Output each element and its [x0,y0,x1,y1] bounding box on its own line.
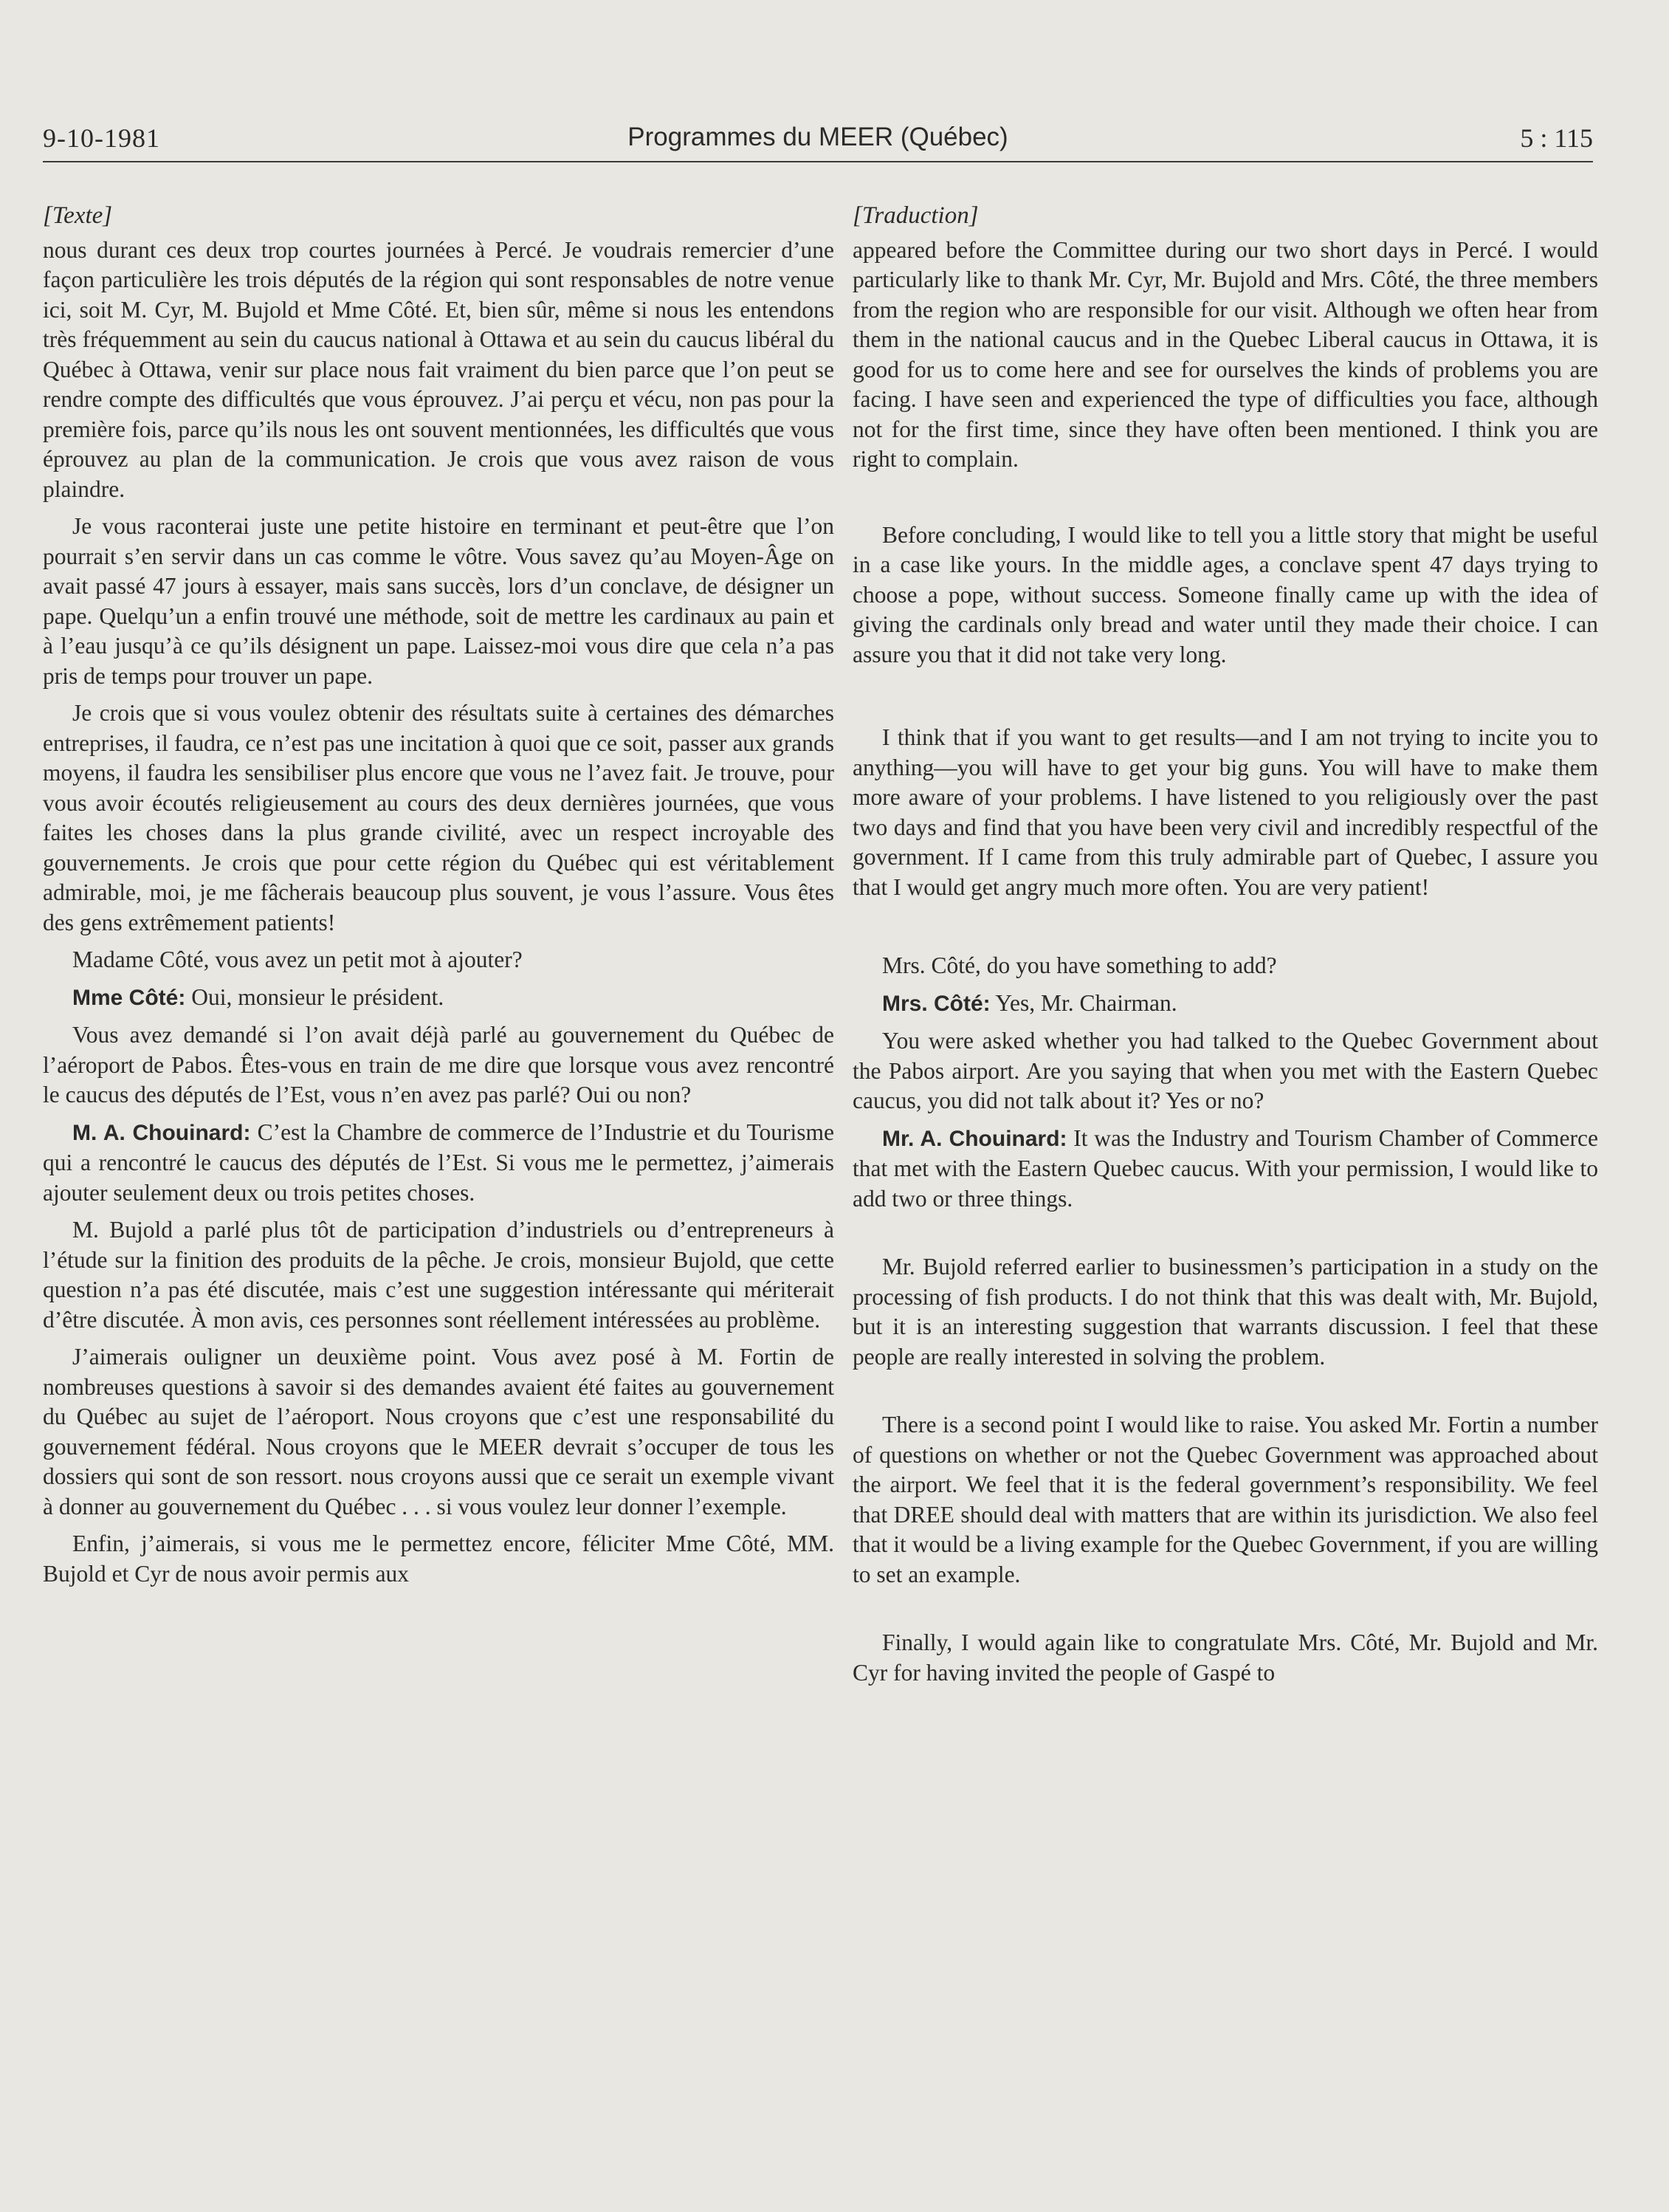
speaker-paragraph [853,989,1598,1020]
paragraph: Before concluding, I would like to tell you a little story that might be useful in a case like yours. In the middle ages, a conclave spent 47 days trying to choose a pope, without success. Someone finally came up with the idea of giving the cardinals only bread and water until they made their choice. I can assure you that it did not take very long. [853,521,1598,667]
paragraph: appeared before the Committee during our two short days in Percé. I would particularly like to thank Mr. Cyr, Mr. Bujold and Mrs. Côté, the three members from the region who are responsible for our visit. Although we often hear from them in the national caucus and in the Quebec Liberal caucus in Ottawa, it is good for us to come here and see for ourselves the kinds of problems you are facing. I have seen and experienced the type of difficulties you face, although not for the first time, since they have often been mentioned. I think you are right to complain. [853,236,1598,472]
english-column [853,201,1598,1695]
paragraph: Je vous raconterai juste une petite histoire en terminant et peut-être que l’on pourrait s’en servir dans un cas comme le vôtre. Vous savez qu’au Moyen-Âge on avait passé 47 jours à essayer, mais sans succès, lors d’un conclave, de désigner un pape. Quelqu’un a enfin trouvé une méthode, soit de mettre les cardinaux au pain et à l’eau jusqu’à ce qu’ils désignent un pape. Laissez-moi vous dire que cela n’a pas pris de temps pour trouver un pape. [43,513,834,689]
paragraph: M. Bujold a parlé plus tôt de participation d’industriels ou d’entrepreneurs à l’étude sur la finition des produits de la pêche. Je crois, monsieur Bujold, que cette question n’a pas été discutée, mais c’est une suggestion intéressante qui mériterait d’être discutée. À mon avis, ces personnes sont réellement intéressées au problème. [43,1217,834,1333]
speaker-paragraph [853,1124,1598,1215]
column-label-traduction: [Traduction] [853,202,979,229]
paragraph: You were asked whether you had talked to the Quebec Government about the Pabos airport. Are you saying that when you met with the Eastern Quebec caucus, you did not talk about it? Yes or no? [853,1028,1598,1113]
speaker-text: It was the Industry and Tourism Chamber of Commerce that met with the Eastern Quebec caucus. With your permission, I would like to add two or three things. [853,1124,1598,1212]
paragraph: Je crois que si vous voulez obtenir des résultats suite à certaines des démarches entreprises, il faudra, ce n’est pas une incitation à quoi que ce soit, passer aux grands moyens, il faudra les sensibiliser plus encore que vous ne l’avez fait. Je trouve, pour vous avoir écoutés religieusement au cours des deux dernières journées, que vous faites les choses dans la plus grande civilité, avec un respect incroyable des gouvernements. Je crois que pour cette région du Québec qui est véritablement admirable, moi, je me fâcherais beaucoup plus souvent, je vous l’assure. Vous êtes des gens extrêmement patients! [43,700,834,935]
column-label-texte: [Texte] [43,202,113,229]
paragraph: There is a second point I would like to raise. You asked Mr. Fortin a number of questions on whether or not the Quebec Government was approached about the airport. We feel that it is the federal government’s responsibility. We feel that DREE should deal with matters that are within its jurisdiction. We also feel that it would be a living example for the Quebec Government, if you are willing to set an example. [853,1412,1598,1587]
header-title: Programmes du MEER (Québec) [627,123,1008,151]
paragraph: nous durant ces deux trop courtes journées à Percé. Je voudrais remercier d’une façon particulière les trois députés de la région qui sont responsables de notre venue ici, soit M. Cyr, M. Bujold et Mme Côté. Et, bien sûr, même si nous les entendons très fréquemment au sein du caucus national à Ottawa et au sein du caucus libéral du Québec à Ottawa, venir sur place nous fait vraiment du bien parce que l’on peut se rendre compte des difficultés que vous éprouvez. J’ai perçu et vécu, non pas pour la première fois, parce qu’ils nous les ont souvent mentionnées, les difficultés que vous éprouvez au plan de la communication. Je crois que vous avez raison de vous plaindre. [43,236,834,502]
paragraph: Finally, I would again like to congratulate Mrs. Côté, Mr. Bujold and Mr. Cyr for having invited the people of Gaspé to [853,1629,1598,1686]
speaker-paragraph [43,1118,834,1209]
page-number: 5 : 115 [1520,123,1593,153]
paragraph: Enfin, j’aimerais, si vous me le permettez encore, féliciter Mme Côté, MM. Bujold et Cyr de nous avoir permis aux [43,1531,834,1587]
paragraph: Madame Côté, vous avez un petit mot à ajouter? [72,947,523,972]
speaker-text: Oui, monsieur le président. [185,983,444,1010]
speaker-name: Mr. A. Chouinard: [882,1126,1067,1151]
paragraph: Vous avez demandé si l’on avait déjà parlé au gouvernement du Québec de l’aéroport de Pabos. Êtes-vous en train de me dire que lorsque vous avez rencontré le caucus des députés de l’Est, vous n’en avez pas parlé? Oui ou non? [43,1022,834,1107]
paragraph: Mr. Bujold referred earlier to businessmen’s participation in a study on the processing of fish products. I do not think that this was dealt with, Mr. Bujold, but it is an interesting suggestion that warrants discussion. I feel that these people are really interested in solving the problem. [853,1254,1598,1370]
speaker-name: M. A. Chouinard: [72,1120,251,1145]
page-header [43,117,1593,162]
paragraph: Mrs. Côté, do you have something to add? [882,952,1277,978]
speaker-text: C’est la Chambre de commerce de l’Industrie et du Tourisme qui a rencontré le caucus des députés de l’Est. Si vous me le permettez, j’aimerais ajouter seulement deux ou trois petites choses. [43,1119,834,1206]
french-column [43,201,834,1596]
paragraph: J’aimerais ouligner un deuxième point. Vous avez posé à M. Fortin de nombreuses questions à savoir si des demandes avaient été faites au gouvernement du Québec au sujet de l’aéroport. Nous croyons que c’est une responsabilité du gouvernement fédéral. Nous croyons que le MEER devrait s’occuper de tous les dossiers qui sont de son ressort. nous croyons aussi que ce serait un exemple vivant à donner au gouvernement du Québec . . . si vous voulez leur donner l’exemple. [43,1344,834,1519]
speaker-name: Mrs. Côté: [882,991,991,1016]
header-date: 9-10-1981 [43,123,160,153]
speaker-text: Yes, Mr. Chairman. [990,989,1177,1016]
speaker-paragraph [43,983,834,1014]
speaker-name: Mme Côté: [72,985,186,1010]
paragraph: I think that if you want to get results—and I am not trying to incite you to anything—you will have to get your big guns. You will have to make them more aware of your problems. I have listened to you religiously over the past two days and find that you have been very civil and incredibly respectful of the government. If I came from this truly admirable part of Quebec, I assure you that I would get angry much more often. You are very patient! [853,724,1598,900]
